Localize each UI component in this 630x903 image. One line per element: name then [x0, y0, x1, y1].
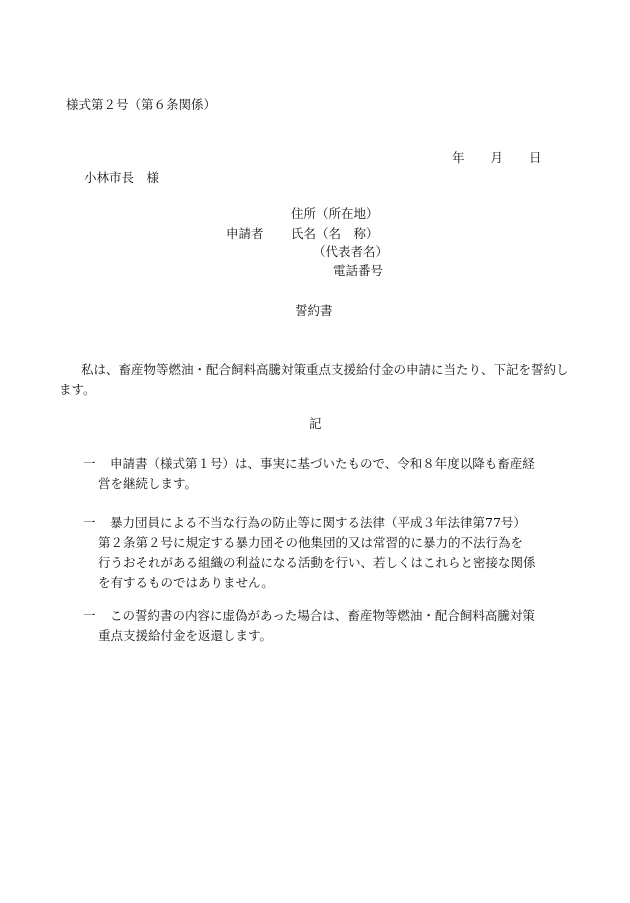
item-text [83, 454, 568, 494]
item-text [83, 606, 568, 646]
phone-label: 電話番号 [333, 263, 384, 278]
item-text [83, 513, 568, 593]
applicant-label: 申請者 [226, 226, 264, 241]
date-day-label: 日 [529, 150, 542, 165]
item-mark: 一 [83, 608, 96, 623]
item-line: 行うおそれがある組織の利益になる活動を行い、若しくはこれらと密接な関係 [98, 555, 536, 570]
date-year-label: 年 [452, 150, 465, 165]
item-line: 重点支援給付金を返還します。 [98, 628, 273, 643]
item-mark: 一 [83, 456, 96, 471]
pledge-item [83, 454, 568, 494]
date-line [452, 152, 542, 165]
pledge-item [83, 606, 568, 646]
item-line: を有するものではありません。 [98, 575, 274, 590]
pledge-item [83, 513, 568, 593]
item-line: 申請書（様式第１号）は、事実に基づいたもので、令和８年度以降も畜産経 [110, 456, 535, 471]
item-line: 暴力団員による不当な行為の防止等に関する法律（平成３年法律第77号） [110, 515, 526, 530]
intro-paragraph: 私は、畜産物等燃油・配合飼料高騰対策重点支援給付金の申請に当たり、下記を誓約します。 [59, 362, 569, 397]
form-number: 様式第２号（第６条関係） [66, 97, 217, 112]
item-line: 営を継続します。 [98, 476, 198, 491]
representative-label: （代表者名） [313, 244, 389, 259]
ki-heading: 記 [309, 416, 322, 431]
document-title: 誓約書 [295, 303, 333, 318]
address-label: 住所（所在地） [291, 206, 379, 221]
recipient: 小林市長 様 [84, 170, 160, 185]
item-line: この誓約書の内容に虚偽があった場合は、畜産物等燃油・配合飼料高騰対策 [110, 608, 535, 623]
name-label: 氏名（名 称） [291, 226, 379, 241]
item-line: 第２条第２号に規定する暴力団その他集団的又は常習的に暴力的不法行為を [98, 535, 524, 550]
date-month-label: 月 [490, 150, 504, 165]
item-mark: 一 [83, 515, 96, 530]
